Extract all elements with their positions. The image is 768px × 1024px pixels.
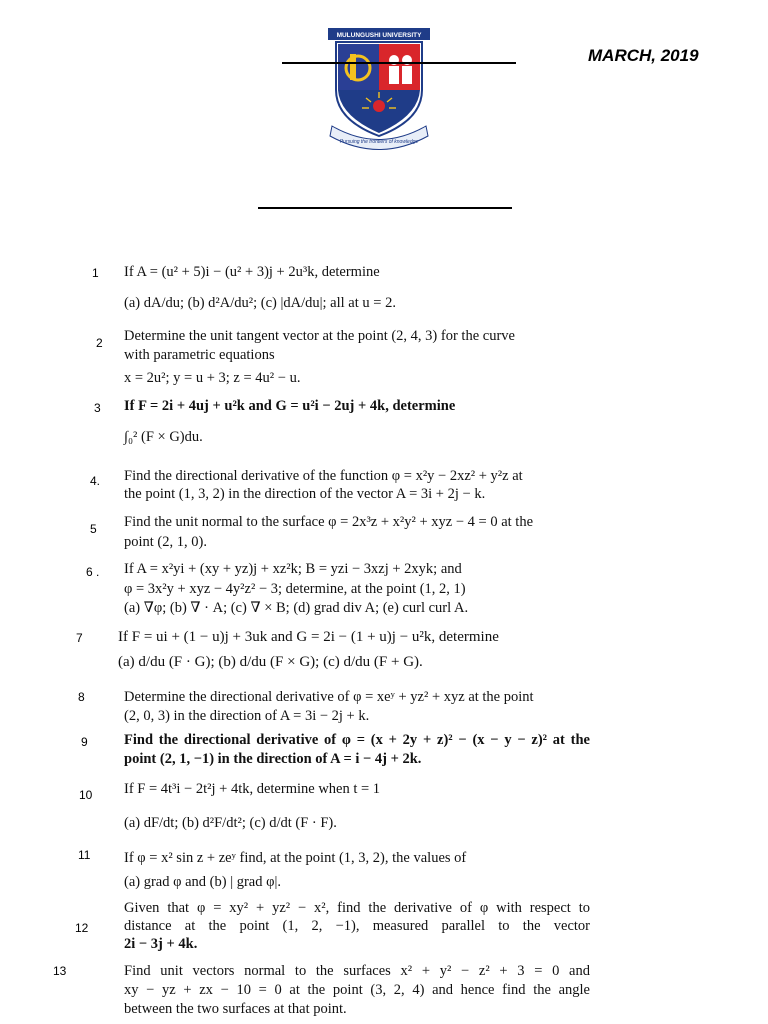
question-number: 4. xyxy=(90,474,101,488)
question-number: 5 xyxy=(90,522,97,536)
logo-top-text: MULUNGUSHI UNIVERSITY xyxy=(336,32,422,39)
question-line: Find the directional derivative of the function φ = x²y − 2xz² + y²z at xyxy=(124,468,523,484)
question-number: 13 xyxy=(53,964,67,978)
question-number: 11 xyxy=(78,848,91,862)
question-number: 12 xyxy=(75,921,89,935)
question-line: Determine the unit tangent vector at the point (2, 4, 3) for the curve xyxy=(124,328,515,344)
question-line: If F = 2i + 4uj + u²k and G = u²i − 2uj + 4k, determine xyxy=(124,398,456,414)
bottom-divider xyxy=(258,207,512,209)
logo-motto: Pursuing the frontiers of knowledge xyxy=(339,139,419,145)
question-line: distance at the point (1, 2, −1), measured parallel to the vector xyxy=(124,918,590,934)
question-line: (a) grad φ and (b) | grad φ|. xyxy=(124,874,282,890)
question-number: 3 xyxy=(94,401,101,415)
question-line: If φ = x² sin z + zeʸ find, at the point (1, 3, 2), the values of xyxy=(124,850,467,866)
top-divider xyxy=(282,62,516,64)
university-logo xyxy=(324,28,434,163)
question-line: point (2, 1, 0). xyxy=(124,534,207,550)
question-line: ∫₀² (F × G)du. xyxy=(124,429,203,445)
question-line: 2i − 3j + 4k. xyxy=(124,936,198,952)
question-number: 7 xyxy=(76,631,83,645)
question-line: (a) dA/du; (b) d²A/du²; (c) |dA/du|; all at u = 2. xyxy=(124,295,396,311)
question-line: (a) d/du (F · G); (b) d/du (F × G); (c) d/du (F + G). xyxy=(118,654,423,670)
question-line: (a) dF/dt; (b) d²F/dt²; (c) d/dt (F · F). xyxy=(124,815,337,831)
question-line: Find the directional derivative of φ = (x + 2y + z)² − (x − y − z)² at the xyxy=(124,732,590,748)
question-line: x = 2u²; y = u + 3; z = 4u² − u. xyxy=(124,370,301,386)
question-line: with parametric equations xyxy=(124,347,275,363)
question-line: the point (1, 3, 2) in the direction of the vector A = 3i + 2j − k. xyxy=(124,486,486,502)
question-line: (2, 0, 3) in the direction of A = 3i − 2j + k. xyxy=(124,708,370,724)
question-line: between the two surfaces at that point. xyxy=(124,1001,347,1017)
question-line: If A = x²yi + (xy + yz)j + xz²k; B = yzi − 3xzj + 2xyk; and xyxy=(124,561,462,577)
exam-date: MARCH, 2019 xyxy=(588,46,699,65)
question-line: Determine the directional derivative of φ = xeʸ + yz² + xyz at the point xyxy=(124,689,534,705)
question-line: If A = (u² + 5)i − (u² + 3)j + 2u³k, determine xyxy=(124,264,380,280)
question-number: 8 xyxy=(78,690,85,704)
question-line: Find unit vectors normal to the surfaces x² + y² − z² + 3 = 0 and xyxy=(124,963,590,979)
question-line: φ = 3x²y + xyz − 4y²z² − 3; determine, at the point (1, 2, 1) xyxy=(124,581,466,597)
question-line: If F = 4t³i − 2t²j + 4tk, determine when t = 1 xyxy=(124,781,381,797)
question-line: Find the unit normal to the surface φ = 2x³z + x²y² + xyz − 4 = 0 at the xyxy=(124,514,534,530)
question-number: 2 xyxy=(96,336,103,350)
question-line: If F = ui + (1 − u)j + 3uk and G = 2i − (1 + u)j − u²k, determine xyxy=(118,629,499,645)
question-line: xy − yz + zx − 10 = 0 at the point (3, 2, 4) and hence find the angle xyxy=(124,982,590,998)
question-number: 9 xyxy=(81,735,88,749)
question-line: (a) ∇φ; (b) ∇ · A; (c) ∇ × B; (d) grad div A; (e) curl curl A. xyxy=(124,600,469,616)
question-number: 10 xyxy=(79,788,93,802)
question-line: point (2, 1, −1) in the direction of A = i − 4j + 2k. xyxy=(124,751,422,767)
question-line: Given that φ = xy² + yz² − x², find the derivative of φ with respect to xyxy=(124,900,590,916)
question-number: 6 . xyxy=(86,565,100,579)
question-number: 1 xyxy=(92,266,99,280)
